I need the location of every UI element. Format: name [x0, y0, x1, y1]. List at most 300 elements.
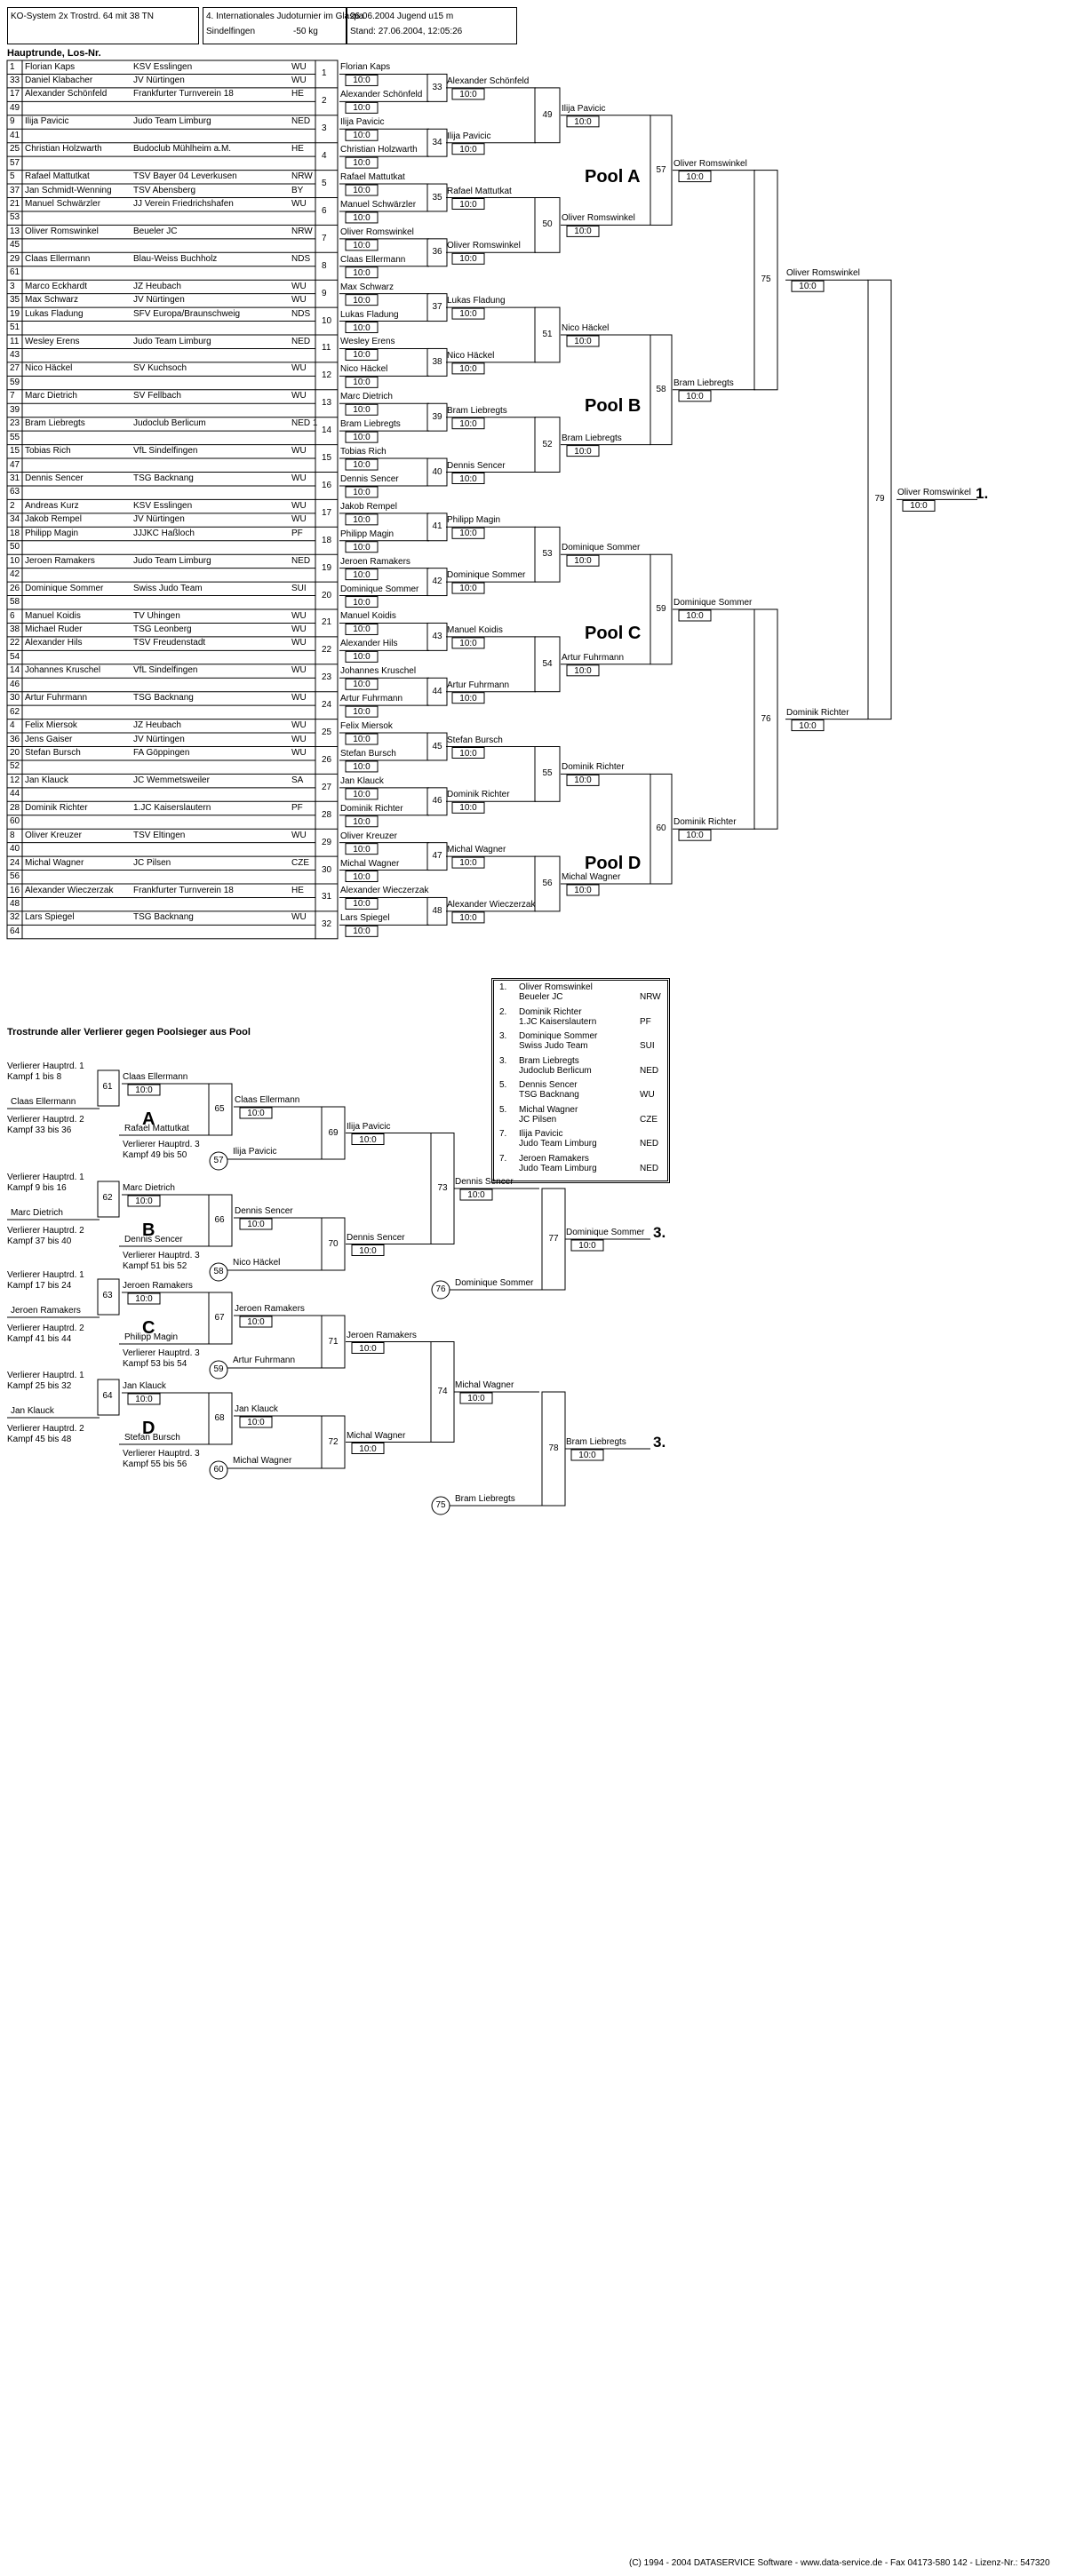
- draw-lot-number: 13: [10, 226, 20, 236]
- draw-lot-number: 14: [10, 665, 20, 676]
- round1-winner: Alexander Hils: [340, 639, 398, 649]
- draw-club: VfL Sindelfingen: [133, 446, 198, 457]
- fight-score: 10:0: [459, 144, 477, 155]
- draw-club: JZ Heubach: [133, 720, 181, 731]
- repechage-winner: Claas Ellermann: [235, 1095, 300, 1105]
- draw-lot-number: 57: [10, 157, 20, 168]
- round3-winner: Nico Häckel: [562, 323, 610, 333]
- fight-score: 10:0: [686, 831, 704, 841]
- repechage-source-label: Kampf 25 bis 32: [7, 1381, 72, 1391]
- fight-score: 10:0: [574, 775, 592, 786]
- draw-lot-number: 3: [10, 281, 15, 291]
- pool-b-label: Pool B: [585, 396, 642, 416]
- draw-club: 1.JC Kaiserslautern: [133, 802, 211, 813]
- draw-region: CZE: [291, 857, 309, 868]
- draw-lot-number: 40: [10, 844, 20, 855]
- draw-name: Alexander Wieczerzak: [25, 885, 114, 895]
- repechage-fight-number: 67: [214, 1313, 225, 1323]
- round1-winner: Lukas Fladung: [340, 309, 399, 320]
- round1-winner: Philipp Magin: [340, 529, 395, 539]
- draw-name: Jakob Rempel: [25, 514, 82, 525]
- result-region: SUI: [640, 1041, 655, 1051]
- result-rank: 1.: [499, 982, 507, 992]
- draw-lot-number: 48: [10, 898, 20, 909]
- repechage-winner: Michal Wagner: [455, 1380, 514, 1390]
- repechage-source-label: Kampf 37 bis 40: [7, 1236, 72, 1246]
- round1-winner: Manuel Schwärzler: [340, 199, 417, 210]
- result-rank: 5.: [499, 1080, 507, 1090]
- draw-name: Jeroen Ramakers: [25, 555, 95, 566]
- repechage-source-label: Kampf 55 bis 56: [123, 1459, 187, 1469]
- fight-score: 10:0: [353, 652, 371, 663]
- draw-lot-number: 24: [10, 857, 20, 868]
- fight-number: 76: [761, 713, 771, 724]
- result-region: NED: [640, 1139, 659, 1149]
- fight-number: 18: [322, 535, 332, 545]
- draw-lot-number: 35: [10, 295, 20, 306]
- round2-winner: Michal Wagner: [447, 845, 506, 855]
- fight-number: 59: [656, 604, 666, 614]
- draw-club: Judo Team Limburg: [133, 555, 211, 566]
- draw-lot-number: 5: [10, 171, 15, 182]
- round1-winner: Ilija Pavicic: [340, 117, 385, 128]
- draw-region: WU: [291, 281, 307, 291]
- fight-score: 10:0: [799, 282, 817, 292]
- round3-winner: Michal Wagner: [562, 872, 621, 882]
- fight-score: 10:0: [353, 295, 371, 306]
- fight-score: 10:0: [574, 556, 592, 567]
- result-rank: 5.: [499, 1104, 507, 1115]
- bronze-fight-number: 77: [548, 1234, 559, 1244]
- draw-club: Budoclub Mühlheim a.M.: [133, 144, 232, 155]
- draw-lot-number: 61: [10, 267, 20, 278]
- repechage-fight-number: 72: [328, 1436, 339, 1447]
- repechage-source-label: Verlierer Hauptrd. 2: [7, 1424, 84, 1434]
- repechage-loser-name: Jeroen Ramakers: [11, 1306, 81, 1316]
- round1-winner: Lars Spiegel: [340, 913, 390, 924]
- repechage-winner: Dennis Sencer: [347, 1232, 405, 1243]
- fight-number: 5: [322, 179, 327, 189]
- fight-score: 10:0: [467, 1394, 485, 1403]
- draw-club: Judo Team Limburg: [133, 336, 211, 346]
- result-name: Michal Wagner: [519, 1104, 578, 1115]
- pool-runner-up-name: Nico Häckel: [233, 1258, 281, 1268]
- pool-runner-up-name: Michal Wagner: [233, 1456, 292, 1466]
- draw-name: Dennis Sencer: [25, 473, 84, 483]
- draw-name: Lars Spiegel: [25, 912, 75, 923]
- place-label: Sindelfingen: [206, 27, 256, 36]
- fight-score: 10:0: [459, 529, 477, 539]
- pool-d-label: Pool D: [585, 854, 642, 873]
- round2-winner: Philipp Magin: [447, 515, 501, 526]
- round4-winner: Dominique Sommer: [674, 598, 753, 608]
- draw-name: Michael Ruder: [25, 624, 83, 634]
- fight-number: 22: [322, 645, 332, 656]
- fight-number: 14: [322, 425, 332, 436]
- repechage-fight-number: 65: [214, 1104, 225, 1114]
- draw-lot-number: 38: [10, 624, 20, 634]
- draw-name: Oliver Kreuzer: [25, 830, 82, 840]
- repechage-winner: Marc Dietrich: [123, 1183, 175, 1193]
- round1-winner: Dennis Sencer: [340, 473, 399, 484]
- repechage-source-label: Verlierer Hauptrd. 2: [7, 1115, 84, 1125]
- draw-region: WU: [291, 75, 307, 85]
- fight-number: 12: [322, 370, 332, 381]
- draw-lot-number: 6: [10, 610, 15, 621]
- draw-lot-number: 37: [10, 185, 20, 195]
- round4-winner: Bram Liebregts: [674, 378, 734, 388]
- fight-number: 60: [656, 823, 666, 834]
- fight-score: 10:0: [247, 1220, 265, 1229]
- round2-winner: Manuel Koidis: [447, 624, 503, 635]
- draw-region: NRW: [291, 226, 313, 236]
- fight-number: 30: [322, 864, 332, 875]
- draw-lot-number: 47: [10, 459, 20, 470]
- draw-region: WU: [291, 391, 307, 402]
- fight-number: 6: [322, 205, 327, 216]
- repechage-winner: Michal Wagner: [347, 1430, 406, 1441]
- round1-winner: Artur Fuhrmann: [340, 694, 403, 704]
- round1-winner: Jan Klauck: [340, 775, 384, 786]
- round1-winner: Alexander Schönfeld: [340, 90, 423, 100]
- fight-score: 10:0: [459, 748, 477, 759]
- fight-score: 10:0: [686, 611, 704, 621]
- fight-score: 10:0: [459, 858, 477, 869]
- result-rank: 3.: [499, 1055, 507, 1066]
- repechage-source-label: Verlierer Hauptrd. 1: [7, 1371, 84, 1380]
- round4-winner: Dominik Richter: [674, 817, 737, 828]
- result-club: TSG Backnang: [519, 1090, 579, 1100]
- round3-winner: Oliver Romswinkel: [562, 213, 635, 224]
- result-club: Judo Team Limburg: [519, 1163, 597, 1173]
- draw-lot-number: 29: [10, 253, 20, 264]
- fight-score: 10:0: [459, 473, 477, 484]
- fight-score: 10:0: [353, 680, 371, 690]
- draw-region: NED: [291, 336, 311, 346]
- draw-region: NDS: [291, 253, 311, 264]
- draw-name: Max Schwarz: [25, 295, 79, 306]
- fight-number: 38: [432, 356, 442, 367]
- repechage-pool-letter: C: [142, 1318, 155, 1338]
- system-label: KO-System 2x Trostrd. 64 mit 38 TN: [11, 12, 154, 21]
- draw-club: JV Nürtingen: [133, 734, 185, 744]
- draw-region: HE: [291, 89, 304, 99]
- draw-club: SFV Europa/Braunschweig: [133, 308, 241, 319]
- fight-score: 10:0: [353, 76, 371, 86]
- repechage-pool-letter: A: [142, 1109, 155, 1129]
- repechage-source-label: Verlierer Hauptrd. 2: [7, 1324, 84, 1333]
- round1-winner: Dominique Sommer: [340, 584, 419, 594]
- repechage-source-label: Verlierer Hauptrd. 3: [123, 1251, 200, 1260]
- fight-number: 33: [432, 82, 442, 92]
- fight-number: 41: [432, 521, 442, 532]
- result-club: 1.JC Kaiserslautern: [519, 1016, 597, 1027]
- draw-lot-number: 59: [10, 377, 20, 387]
- round1-winner: Alexander Wieczerzak: [340, 886, 429, 896]
- bronze-winner: Dominique Sommer: [566, 1228, 645, 1237]
- fight-score: 10:0: [459, 418, 477, 429]
- draw-club: KSV Esslingen: [133, 61, 193, 72]
- draw-club: FA Göppingen: [133, 748, 190, 758]
- repechage-loser-name: Claas Ellermann: [11, 1097, 76, 1107]
- draw-name: Alexander Schönfeld: [25, 89, 108, 99]
- draw-name: Oliver Romswinkel: [25, 226, 99, 236]
- fight-score: 10:0: [910, 501, 928, 512]
- fight-number: 49: [542, 109, 553, 120]
- fight-number: 24: [322, 700, 332, 711]
- draw-lot-number: 1: [10, 61, 15, 72]
- result-name: Dominik Richter: [519, 1006, 582, 1017]
- draw-club: JJ Verein Friedrichshafen: [133, 199, 234, 209]
- champion-rank: 1.: [976, 485, 989, 503]
- round2-winner: Alexander Wieczerzak: [447, 899, 536, 910]
- draw-lot-number: 8: [10, 830, 15, 840]
- draw-lot-number: 53: [10, 212, 20, 223]
- fight-score: 10:0: [353, 433, 371, 443]
- draw-region: SA: [291, 775, 304, 785]
- result-club: Beueler JC: [519, 992, 563, 1002]
- fight-number: 43: [432, 631, 442, 641]
- draw-lot-number: 9: [10, 116, 15, 127]
- fight-score: 10:0: [353, 816, 371, 827]
- fight-number: 20: [322, 590, 332, 600]
- round2-winner: Stefan Bursch: [447, 735, 503, 745]
- draw-lot-number: 22: [10, 638, 20, 648]
- repechage-source-label: Verlierer Hauptrd. 1: [7, 1270, 84, 1280]
- draw-lot-number: 27: [10, 363, 20, 374]
- round1-winner: Christian Holzwarth: [340, 145, 418, 155]
- fight-score: 10:0: [459, 363, 477, 374]
- draw-lot-number: 17: [10, 89, 20, 99]
- source-fight-number: 59: [213, 1364, 224, 1374]
- round5-winner: Dominik Richter: [786, 707, 849, 718]
- fight-number: 75: [761, 274, 771, 285]
- draw-region: NDS: [291, 308, 311, 319]
- draw-club: KSV Esslingen: [133, 500, 193, 511]
- repechage-loser-name: Marc Dietrich: [11, 1208, 63, 1218]
- round1-winner: Wesley Erens: [340, 337, 395, 347]
- fight-score: 10:0: [353, 212, 371, 223]
- repechage-loser-name: Dennis Sencer: [124, 1235, 183, 1244]
- draw-region: WU: [291, 912, 307, 923]
- result-club: Judo Team Limburg: [519, 1139, 597, 1149]
- repechage-fight-number: 63: [102, 1291, 113, 1300]
- repechage-winner: Dennis Sencer: [455, 1177, 514, 1187]
- fight-number: 29: [322, 837, 332, 847]
- pool-final-loser-name: Dominique Sommer: [455, 1278, 534, 1288]
- repechage-winner: Jeroen Ramakers: [347, 1330, 417, 1340]
- fight-score: 10:0: [353, 103, 371, 114]
- draw-region: WU: [291, 693, 307, 704]
- fight-score: 10:0: [574, 337, 592, 346]
- source-fight-number: 75: [435, 1500, 446, 1510]
- fight-score: 10:0: [353, 158, 371, 169]
- fight-number: 36: [432, 247, 442, 258]
- draw-region: WU: [291, 514, 307, 525]
- round1-winner: Johannes Kruschel: [340, 666, 417, 677]
- result-region: NED: [640, 1065, 659, 1076]
- draw-club: SV Fellbach: [133, 391, 181, 402]
- fight-number: 44: [432, 686, 442, 696]
- round1-winner: Dominik Richter: [340, 803, 403, 814]
- draw-lot-number: 15: [10, 446, 20, 457]
- fight-score: 10:0: [353, 460, 371, 471]
- fight-score: 10:0: [459, 309, 477, 320]
- draw-name: Claas Ellermann: [25, 253, 91, 264]
- fight-number: 53: [542, 549, 553, 560]
- fight-number: 16: [322, 480, 332, 490]
- draw-lot-number: 20: [10, 748, 20, 758]
- fight-score: 10:0: [353, 378, 371, 388]
- result-club: Swiss Judo Team: [519, 1041, 588, 1051]
- fight-number: 26: [322, 754, 332, 765]
- repechage-loser-name: Stefan Bursch: [124, 1433, 180, 1443]
- pool-final-loser-name: Bram Liebregts: [455, 1494, 515, 1504]
- draw-region: WU: [291, 624, 307, 634]
- tournament-name: 4. Internationales Judoturnier im Glaspa: [206, 12, 364, 21]
- repechage-source-label: Verlierer Hauptrd. 2: [7, 1226, 84, 1236]
- fight-score: 10:0: [135, 1085, 153, 1095]
- draw-name: Tobias Rich: [25, 446, 71, 457]
- fight-score: 10:0: [353, 350, 371, 361]
- repechage-fight-number: 62: [102, 1193, 113, 1203]
- stand-timestamp: Stand: 27.06.2004, 12:05:26: [350, 27, 463, 36]
- result-rank: 7.: [499, 1153, 507, 1164]
- fight-score: 10:0: [459, 89, 477, 99]
- round1-winner: Nico Häckel: [340, 364, 388, 375]
- repechage-fight-number: 66: [214, 1215, 225, 1225]
- fight-number: 8: [322, 260, 327, 271]
- repechage-winner: Jan Klauck: [235, 1404, 278, 1414]
- result-name: Dominique Sommer: [519, 1031, 598, 1041]
- bronze-rank: 3.: [653, 1224, 666, 1241]
- draw-lot-number: 60: [10, 816, 20, 827]
- result-region: WU: [640, 1090, 655, 1100]
- draw-club: TSV Abensberg: [133, 185, 196, 195]
- draw-club: Swiss Judo Team: [133, 583, 203, 593]
- draw-lot-number: 49: [10, 102, 20, 113]
- draw-region: WU: [291, 665, 307, 676]
- draw-lot-number: 63: [10, 487, 20, 497]
- fight-number: 23: [322, 672, 332, 683]
- round2-winner: Bram Liebregts: [447, 405, 507, 416]
- repechage-fight-number: 70: [328, 1238, 339, 1249]
- repechage-source-label: Kampf 1 bis 8: [7, 1072, 62, 1082]
- round4-winner: Oliver Romswinkel: [674, 158, 747, 169]
- repechage-source-label: Kampf 51 bis 52: [123, 1261, 187, 1271]
- result-region: NRW: [640, 992, 661, 1002]
- fight-number: 34: [432, 137, 442, 147]
- fight-score: 10:0: [359, 1443, 377, 1454]
- repechage-title: Trostrunde aller Verlierer gegen Poolsieger aus Pool: [7, 1027, 251, 1038]
- main-round-title: Hauptrunde, Los-Nr.: [7, 48, 101, 59]
- fight-score: 10:0: [353, 624, 371, 635]
- draw-name: Philipp Magin: [25, 528, 79, 538]
- fight-score: 10:0: [574, 446, 592, 457]
- draw-region: WU: [291, 295, 307, 306]
- fight-score: 10:0: [574, 886, 592, 895]
- draw-name: Bram Liebregts: [25, 418, 85, 429]
- fight-score: 10:0: [353, 761, 371, 772]
- repechage-fight-number: 71: [328, 1336, 339, 1347]
- round2-winner: Dennis Sencer: [447, 460, 506, 471]
- result-rank: 3.: [499, 1031, 507, 1041]
- round3-winner: Artur Fuhrmann: [562, 652, 625, 663]
- draw-club: JC Wemmetsweiler: [133, 775, 210, 785]
- fight-score: 10:0: [353, 131, 371, 141]
- draw-name: Nico Häckel: [25, 363, 73, 374]
- draw-lot-number: 44: [10, 789, 20, 799]
- repechage-loser-name: Philipp Magin: [124, 1332, 179, 1342]
- draw-lot-number: 21: [10, 199, 20, 209]
- fight-number: 52: [542, 439, 553, 449]
- round1-winner: Claas Ellermann: [340, 254, 406, 265]
- draw-name: Marc Dietrich: [25, 391, 77, 402]
- fight-number: 10: [322, 315, 332, 326]
- round1-winner: Oliver Kreuzer: [340, 831, 397, 841]
- fight-number: 40: [432, 466, 442, 477]
- draw-region: PF: [291, 802, 303, 813]
- draw-lot-number: 64: [10, 926, 20, 936]
- round1-winner: Marc Dietrich: [340, 392, 393, 402]
- fight-score: 10:0: [686, 391, 704, 402]
- draw-lot-number: 58: [10, 597, 20, 608]
- fight-score: 10:0: [135, 1197, 153, 1206]
- draw-club: JC Pilsen: [133, 857, 171, 868]
- draw-lot-number: 56: [10, 871, 20, 882]
- fight-score: 10:0: [353, 899, 371, 910]
- draw-name: Rafael Mattutkat: [25, 171, 90, 182]
- fight-number: 42: [432, 576, 442, 587]
- round1-winner: Felix Miersok: [340, 721, 393, 732]
- draw-lot-number: 55: [10, 432, 20, 442]
- draw-name: Florian Kaps: [25, 61, 76, 72]
- draw-club: VfL Sindelfingen: [133, 665, 198, 676]
- draw-region: NED: [291, 555, 311, 566]
- round3-winner: Dominik Richter: [562, 762, 625, 773]
- draw-club: Beueler JC: [133, 226, 178, 236]
- draw-club: TSG Backnang: [133, 693, 194, 704]
- fight-score: 10:0: [247, 1418, 265, 1427]
- draw-club: TV Uhingen: [133, 610, 180, 621]
- fight-number: 48: [432, 905, 442, 916]
- fight-number: 31: [322, 892, 332, 902]
- repechage-winner: Claas Ellermann: [123, 1072, 188, 1082]
- repechage-source-label: Verlierer Hauptrd. 3: [123, 1140, 200, 1149]
- draw-lot-number: 34: [10, 514, 20, 525]
- round1-winner: Rafael Mattutkat: [340, 172, 405, 183]
- draw-name: Artur Fuhrmann: [25, 693, 88, 704]
- result-name: Ilija Pavicic: [519, 1129, 563, 1139]
- draw-lot-number: 23: [10, 418, 20, 429]
- fight-score: 10:0: [247, 1109, 265, 1118]
- repechage-fight-number: 74: [437, 1387, 448, 1396]
- fight-score: 10:0: [459, 693, 477, 704]
- draw-name: Jan Klauck: [25, 775, 68, 785]
- bronze-rank: 3.: [653, 1434, 666, 1451]
- draw-lot-number: 45: [10, 240, 20, 250]
- draw-name: Dominik Richter: [25, 802, 88, 813]
- fight-number: 56: [542, 879, 553, 888]
- fight-score: 10:0: [353, 405, 371, 416]
- draw-club: SV Kuchsoch: [133, 363, 187, 374]
- repechage-loser-name: Jan Klauck: [11, 1406, 54, 1416]
- draw-lot-number: 33: [10, 75, 20, 85]
- draw-club: Judoclub Berlicum: [133, 418, 206, 429]
- draw-lot-number: 51: [10, 322, 20, 333]
- pool-runner-up-name: Artur Fuhrmann: [233, 1356, 296, 1365]
- fight-score: 10:0: [135, 1294, 153, 1304]
